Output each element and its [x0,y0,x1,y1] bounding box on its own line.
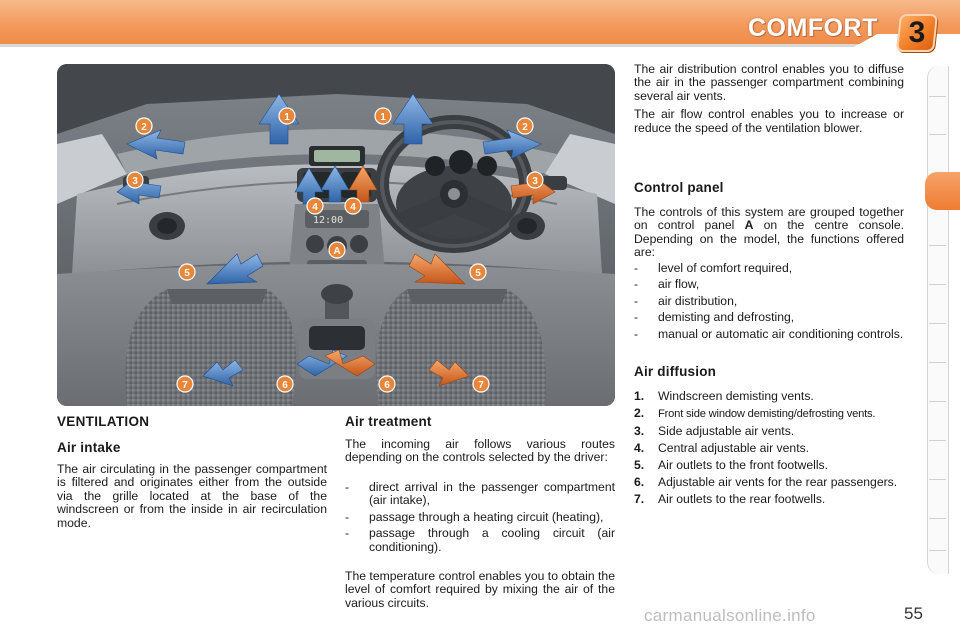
svg-text:1: 1 [380,112,386,123]
list-item-number: 7. [634,492,645,506]
control-panel-text [634,206,904,265]
svg-text:3: 3 [532,176,538,187]
air-intake-text [57,463,327,535]
callout-7-left [177,376,193,392]
callout-control-panel-a [329,242,345,258]
callout-7-right [473,376,489,392]
air-treatment-outro [345,570,615,615]
list-item-number: 2. [634,406,645,420]
air-treatment-heading: Air treatment [345,414,432,429]
air-treatment-intro [345,438,615,470]
list-item [634,442,906,455]
chapter-tab-divider [929,518,946,519]
chapter-tab-divider [929,362,946,363]
svg-text:A: A [333,246,341,257]
air-intake-heading: Air intake [57,440,121,455]
callout-3-left [127,172,143,188]
svg-text:1: 1 [284,112,290,123]
chapter-tab-divider [929,479,946,480]
air-distribution-text [634,63,904,140]
list-item-number: 6. [634,475,645,489]
svg-text:6: 6 [282,380,288,391]
air-diffusion-heading: Air diffusion [634,364,717,379]
page-number: 55 [904,604,923,623]
watermark: carmanualsonline.info [644,606,816,625]
air-intake-paragraph: The air circulating in the passenger compartment is filtered and originates either from the outside via the grille located at the base of the windscreen or from the inside in air recirculation mode. [57,462,327,530]
callout-4-left [307,198,323,214]
control-panel-letter: A [744,218,754,233]
chapter-tab-divider [929,245,946,246]
ventilation-heading: VENTILATION [57,414,150,429]
chapter-tab-divider [929,550,946,551]
air-flow-paragraph: The air flow control enables you to increase or reduce the speed of the ventilation blower. [634,107,904,135]
callout-1-right [375,108,391,124]
control-panel-text-before: The controls of this system are grouped together on control panel [634,205,904,233]
chapter-title: COMFORT [748,14,878,42]
list-item: - direct arrival in the passenger compartment (air intake), [345,481,615,508]
chapter-tab-active[interactable] [925,172,960,210]
list-item-text: Central adjustable air vents. [658,441,810,455]
chapter-tab-divider [929,323,946,324]
chapter-tab-divider [929,134,946,135]
list-item-text: Windscreen demisting vents. [658,389,814,403]
callout-2-left [136,118,152,134]
list-item-text: Front side window demisting/defrosting vents. [658,408,876,420]
air-diffusion-list [634,390,906,510]
callout-3-right [527,172,543,188]
svg-text:2: 2 [141,122,147,133]
list-item-text: Adjustable air vents for the rear passengers. [658,475,898,489]
air-treatment-list [345,481,615,557]
list-item-number: 4. [634,441,645,455]
list-item-number: 5. [634,458,645,472]
list-item: - manual or automatic air conditioning controls. [634,328,904,341]
chapter-number: 3 [908,16,926,49]
list-item [634,476,906,489]
svg-text:4: 4 [350,202,356,213]
list-item-text: Air outlets to the front footwells. [658,458,829,472]
list-item: - passage through a heating circuit (heating), [345,511,615,524]
control-panel-heading: Control panel [634,180,724,195]
chapter-tab-divider [929,96,946,97]
chapter-tab-divider [929,401,946,402]
list-item [634,390,906,403]
callout-2-right [517,118,533,134]
list-item: - level of comfort required, [634,262,904,275]
list-item [634,493,906,506]
control-panel-list [634,262,904,344]
control-panel-paragraph [634,206,904,260]
ventilation-diagram [57,64,615,406]
svg-text:5: 5 [184,268,190,279]
chapter-tabs [927,66,949,574]
svg-text:7: 7 [478,380,484,391]
list-item [634,407,906,421]
list-item-number: 3. [634,424,645,438]
list-item-text: Side adjustable air vents. [658,424,795,438]
callout-1-left [279,108,295,124]
callout-5-right [470,264,486,280]
list-item [634,459,906,472]
svg-text:2: 2 [522,122,528,133]
callout-5-left [179,264,195,280]
svg-text:6: 6 [384,380,390,391]
header-stripe [0,44,870,47]
list-item [634,425,906,438]
air-distribution-paragraph: The air distribution control enables you to diffuse the air in the passenger compartment combining several air vents. [634,62,904,103]
air-treatment-intro-paragraph: The incoming air follows various routes depending on the controls selected by the driver: [345,437,615,465]
air-treatment-outro-paragraph: The temperature control enables you to obtain the level of comfort required by mixing the air of the various circuits. [345,569,615,610]
svg-text:4: 4 [312,202,318,213]
list-item-text: Air outlets to the rear footwells. [658,492,826,506]
callout-4-right [345,198,361,214]
list-item: - air distribution, [634,295,904,308]
chapter-number-badge [896,14,938,52]
list-item: - demisting and defrosting, [634,311,904,324]
callout-6-right [379,376,395,392]
list-item-number: 1. [634,389,645,403]
dash-clock-display: 12:00 [313,215,344,226]
chapter-tab-divider [929,440,946,441]
chapter-tab-divider [929,284,946,285]
svg-text:5: 5 [475,268,481,279]
svg-text:3: 3 [132,176,138,187]
control-panel-text-after: on the centre console. Depending on the model, the functions offered are: [634,218,905,260]
callout-6-left [277,376,293,392]
svg-text:7: 7 [182,380,188,391]
list-item: - air flow, [634,278,904,291]
list-item: - passage through a cooling circuit (air conditioning). [345,527,615,554]
